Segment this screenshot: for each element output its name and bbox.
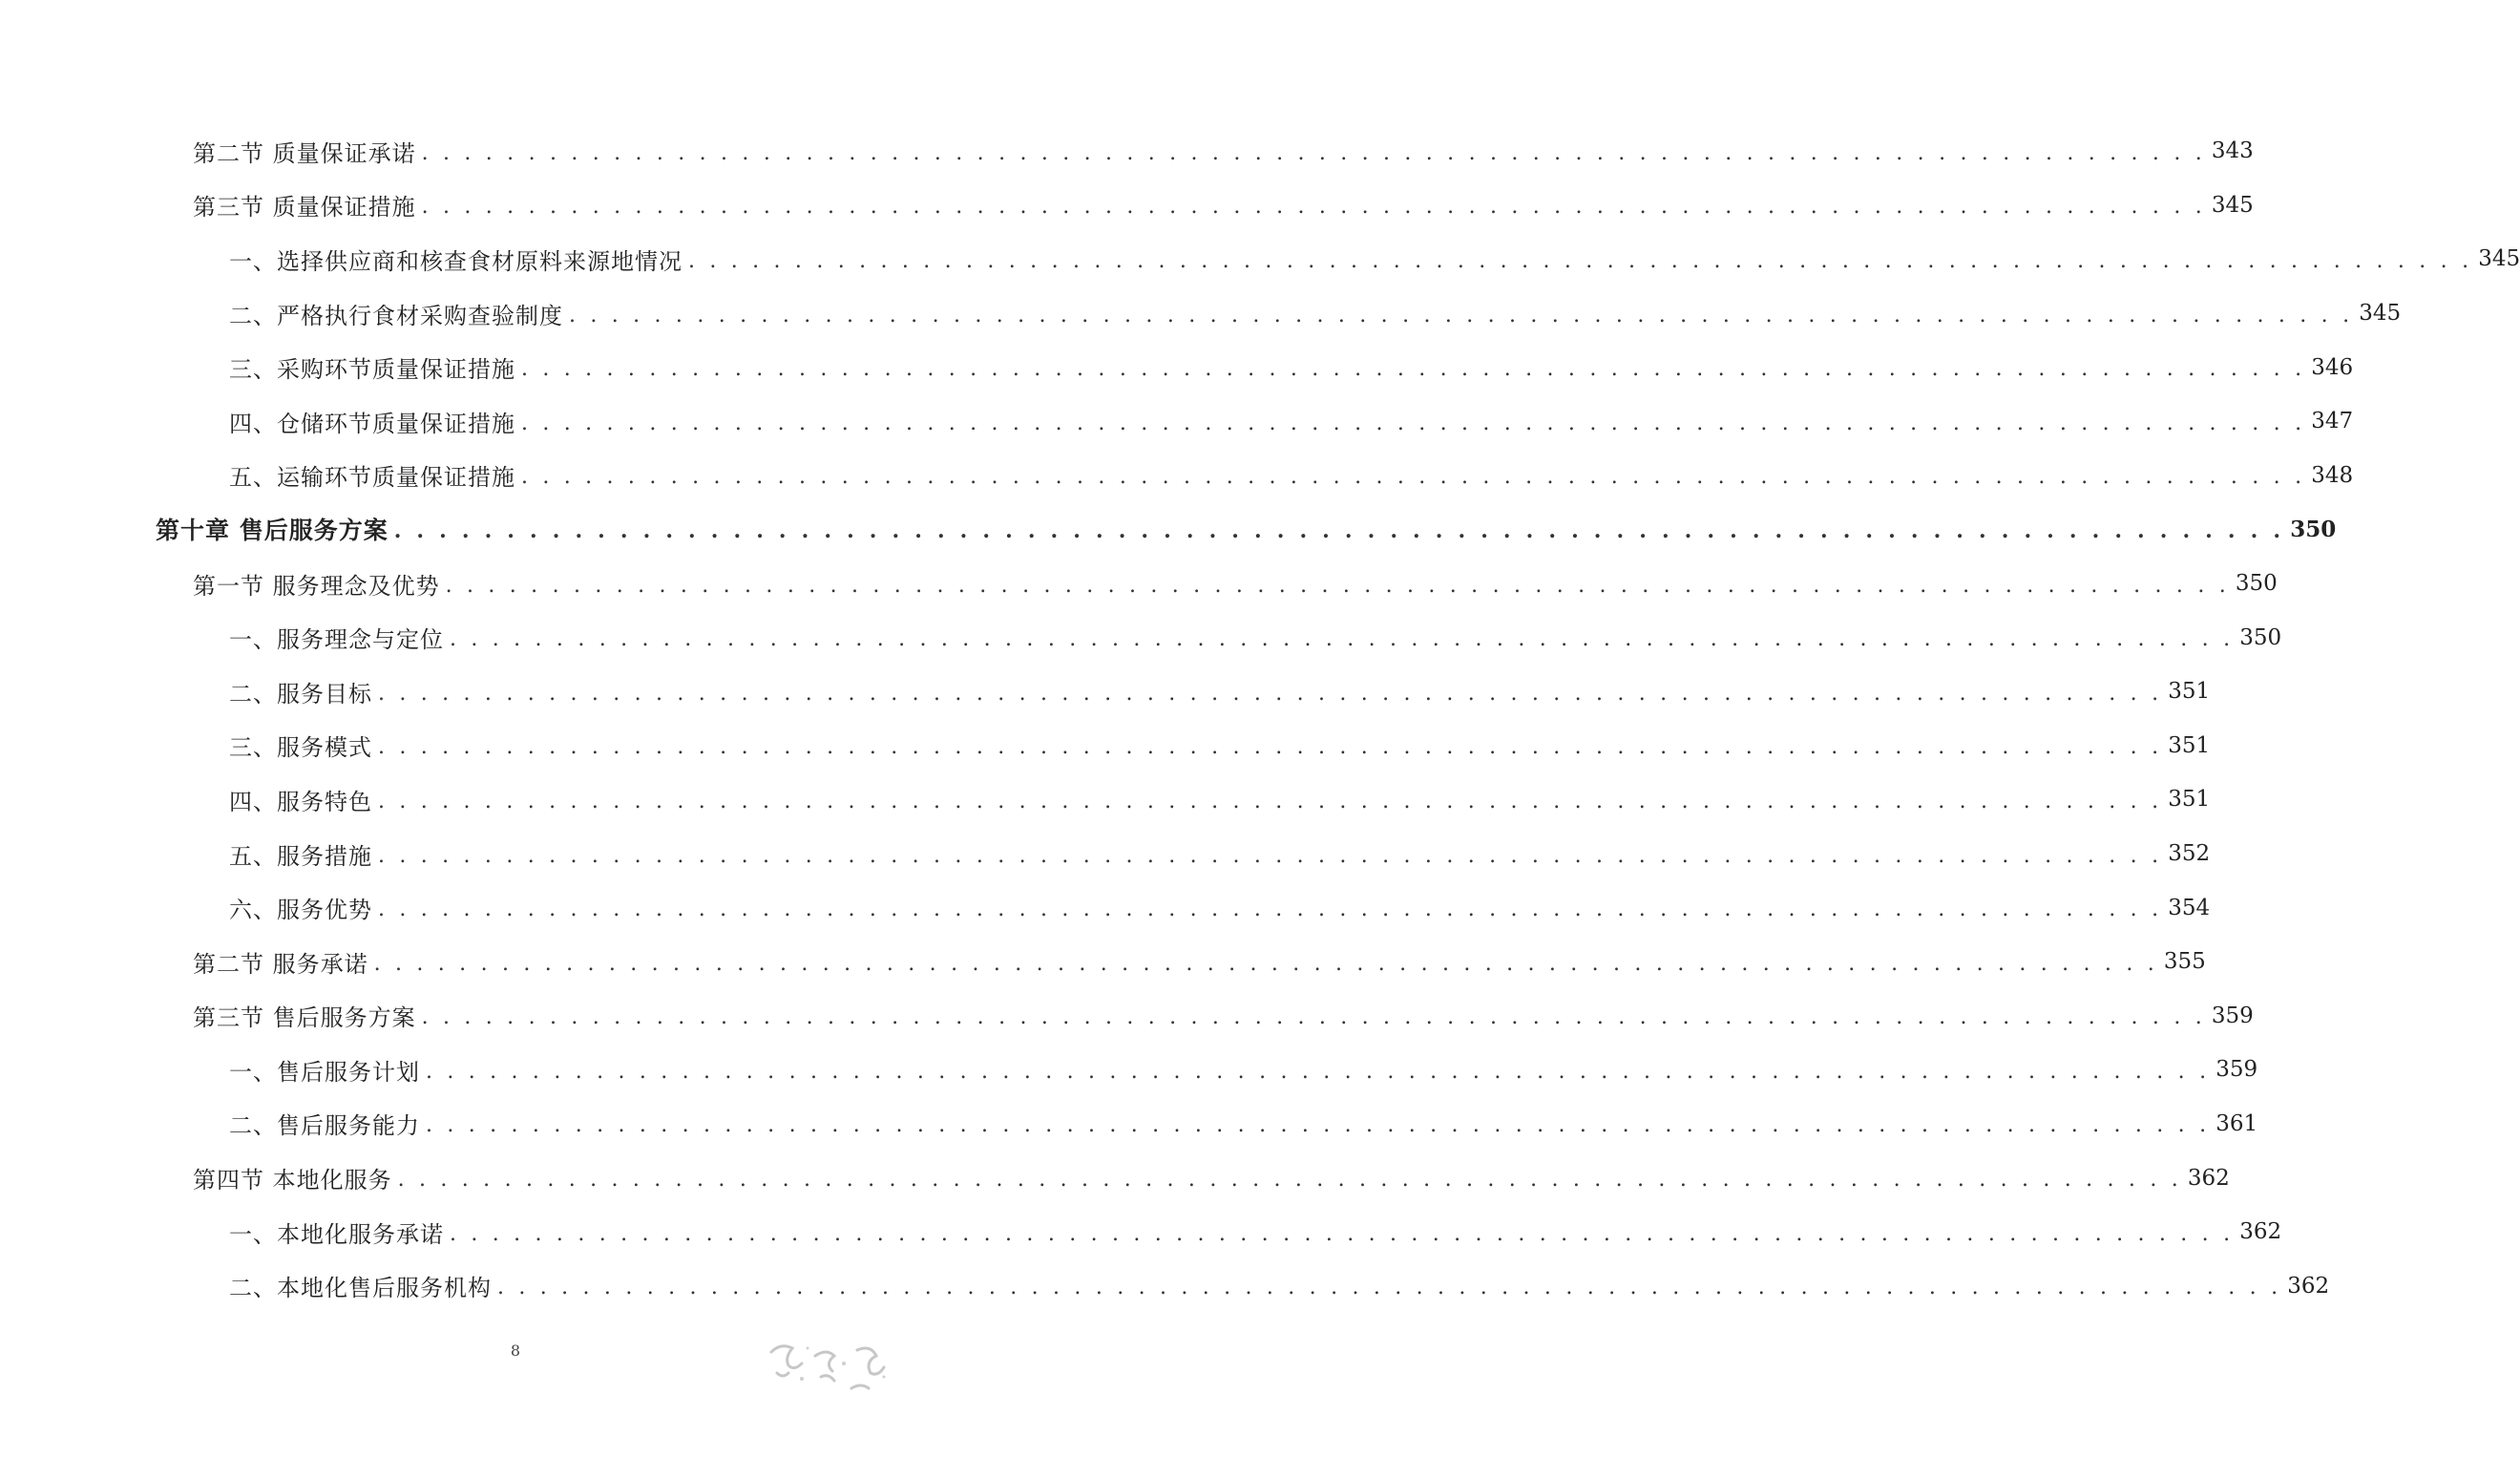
toc-entry[interactable] — [0, 557, 2278, 611]
toc-entry[interactable] — [0, 394, 2354, 449]
toc-entry-title: 一、售后服务计划 — [229, 1053, 426, 1087]
toc-entry-title: 二、服务目标 — [229, 675, 378, 708]
toc-leader-dots: . . . . . . . . . . . . . . . . . . . . . . . . . . . . . . . . . . . . . . . . . . . . . . . . . . . . . . . . . . . . . . . . . . . . . . . . . . . . . . . . . . . . — [397, 1168, 2182, 1193]
toc-entry-title: 第三节 质量保证措施 — [193, 188, 422, 222]
toc-leader-dots: . . . . . . . . . . . . . . . . . . . . . . . . . . . . . . . . . . . . . . . . . . . . . . . . . . . . . . . . . . . . . . . . . . . . . . . . . . . . . . . . . . . . — [521, 411, 2306, 435]
toc-entry[interactable] — [0, 665, 2211, 719]
toc-leader-dots: . . . . . . . . . . . . . . . . . . . . . . . . . . . . . . . . . . . . . . . . . . . . . . . . . . . . . . . . . . . . . . . . . . . . . . . . . . . . . . . . . . . . — [426, 1113, 2211, 1138]
toc-leader-dots: . . . . . . . . . . . . . . . . . . . . . . . . . . . . . . . . . . . . . . . . . . . . . . . . . . . . . . . . . . . . . . . . . . . . . . . . . . . . . . . . . . . . — [373, 951, 2158, 976]
toc-entry[interactable] — [0, 1258, 2330, 1313]
toc-entry-page: 362 — [2239, 1219, 2282, 1245]
toc-chapter-page: 350 — [2290, 516, 2337, 542]
toc-leader-dots: . . . . . . . . . . . . . . . . . . . . . . . . . . . . . . . . . . . . . . . . . . . . . . . . . . . . . . . . . . . . . . . . . . . . . . . . . . . . . . . . . . . . — [521, 465, 2306, 490]
toc-entry-title: 第二节 服务承诺 — [193, 945, 374, 979]
toc-entry-title: 一、本地化服务承诺 — [229, 1215, 450, 1249]
toc-chapter-title: 第十章 售后服务方案 — [156, 512, 394, 546]
toc-entry[interactable] — [0, 124, 2254, 179]
toc-entry[interactable] — [0, 827, 2211, 881]
toc-leader-dots: . . . . . . . . . . . . . . . . . . . . . . . . . . . . . . . . . . . . . . . . . . . . . . . . . . . . . . . . . . . . . . . . . . . . . . . . . . . . . . . . . . . . — [393, 518, 2285, 544]
toc-entry[interactable] — [0, 340, 2354, 394]
toc-entry-page: 351 — [2168, 787, 2211, 813]
toc-leader-dots: . . . . . . . . . . . . . . . . . . . . . . . . . . . . . . . . . . . . . . . . . . . . . . . . . . . . . . . . . . . . . . . . . . . . . . . . . . . . . . . . . . . . — [378, 735, 2163, 760]
toc-entry-page: 359 — [2211, 1003, 2254, 1028]
toc-leader-dots: . . . . . . . . . . . . . . . . . . . . . . . . . . . . . . . . . . . . . . . . . . . . . . . . . . . . . . . . . . . . . . . . . . . . . . . . . . . . . . . . . . . . — [421, 195, 2206, 220]
toc-leader-dots: . . . . . . . . . . . . . . . . . . . . . . . . . . . . . . . . . . . . . . . . . . . . . . . . . . . . . . . . . . . . . . . . . . . . . . . . . . . . . . . . . . . . — [445, 573, 2230, 598]
toc-leader-dots: . . . . . . . . . . . . . . . . . . . . . . . . . . . . . . . . . . . . . . . . . . . . . . . . . . . . . . . . . . . . . . . . . . . . . . . . . . . . . . . . . . . . — [426, 1059, 2211, 1084]
toc-leader-dots: . . . . . . . . . . . . . . . . . . . . . . . . . . . . . . . . . . . . . . . . . . . . . . . . . . . . . . . . . . . . . . . . . . . . . . . . . . . . . . . . . . . . — [421, 140, 2206, 165]
toc-leader-dots: . . . . . . . . . . . . . . . . . . . . . . . . . . . . . . . . . . . . . . . . . . . . . . . . . . . . . . . . . . . . . . . . . . . . . . . . . . . . . . . . . . . . — [378, 898, 2163, 922]
toc-entry-page: 351 — [2168, 732, 2211, 758]
toc-entry-title: 第三节 售后服务方案 — [193, 999, 422, 1032]
toc-entry-title: 四、服务特色 — [229, 783, 378, 816]
toc-chapter-entry[interactable] — [0, 502, 2337, 557]
toc-leader-dots: . . . . . . . . . . . . . . . . . . . . . . . . . . . . . . . . . . . . . . . . . . . . . . . . . . . . . . . . . . . . . . . . . . . . . . . . . . . . . . . . . . . . — [497, 1276, 2282, 1300]
toc-entry-title: 第四节 本地化服务 — [193, 1161, 398, 1194]
toc-leader-dots: . . . . . . . . . . . . . . . . . . . . . . . . . . . . . . . . . . . . . . . . . . . . . . . . . . . . . . . . . . . . . . . . . . . . . . . . . . . . . . . . . . . . — [450, 1221, 2235, 1246]
toc-entry-title: 一、服务理念与定位 — [229, 621, 450, 654]
toc-entry[interactable] — [0, 449, 2354, 503]
toc-entry[interactable] — [0, 880, 2211, 935]
faded-stamp-icon — [764, 1335, 897, 1394]
toc-entry-page: 343 — [2211, 138, 2254, 164]
toc-entry-page: 345 — [2478, 246, 2520, 272]
toc-entry-page: 355 — [2163, 949, 2206, 975]
toc-leader-dots: . . . . . . . . . . . . . . . . . . . . . . . . . . . . . . . . . . . . . . . . . . . . . . . . . . . . . . . . . . . . . . . . . . . . . . . . . . . . . . . . . . . . — [450, 627, 2235, 652]
toc-entry[interactable] — [0, 935, 2206, 989]
page-number: 8 — [510, 1342, 521, 1360]
toc-entry-page: 345 — [2211, 192, 2254, 218]
toc-entry-page: 361 — [2216, 1110, 2258, 1136]
toc-entry-page: 351 — [2168, 679, 2211, 705]
toc-entry-title: 五、运输环节质量保证措施 — [229, 458, 521, 492]
toc-entry-title: 二、售后服务能力 — [229, 1107, 426, 1140]
toc-entry-page: 359 — [2216, 1057, 2258, 1083]
toc-entry-title: 二、严格执行食材采购查验制度 — [229, 297, 569, 330]
toc-entry-page: 346 — [2311, 354, 2354, 380]
toc-entry-page: 354 — [2168, 895, 2211, 920]
toc-entry-title: 四、仓储环节质量保证措施 — [229, 405, 521, 438]
toc-leader-dots: . . . . . . . . . . . . . . . . . . . . . . . . . . . . . . . . . . . . . . . . . . . . . . . . . . . . . . . . . . . . . . . . . . . . . . . . . . . . . . . . . . . . — [569, 303, 2354, 328]
toc-leader-dots: . . . . . . . . . . . . . . . . . . . . . . . . . . . . . . . . . . . . . . . . . . . . . . . . . . . . . . . . . . . . . . . . . . . . . . . . . . . . . . . . . . . . — [378, 789, 2163, 814]
toc-leader-dots: . . . . . . . . . . . . . . . . . . . . . . . . . . . . . . . . . . . . . . . . . . . . . . . . . . . . . . . . . . . . . . . . . . . . . . . . . . . . . . . . . . . . — [421, 1005, 2206, 1030]
toc-entry[interactable] — [0, 179, 2254, 233]
toc-leader-dots: . . . . . . . . . . . . . . . . . . . . . . . . . . . . . . . . . . . . . . . . . . . . . . . . . . . . . . . . . . . . . . . . . . . . . . . . . . . . . . . . . . . . — [521, 357, 2306, 382]
toc-entry-title: 六、服务优势 — [229, 891, 378, 924]
toc-entry-page: 362 — [2287, 1273, 2330, 1299]
table-of-contents — [0, 124, 2520, 1313]
toc-entry[interactable] — [0, 286, 2402, 341]
toc-entry[interactable] — [0, 1043, 2258, 1097]
toc-entry-title: 一、选择供应商和核查食材原料来源地情况 — [229, 243, 688, 276]
toc-entry[interactable] — [0, 772, 2211, 827]
toc-entry[interactable] — [0, 989, 2254, 1044]
toc-leader-dots: . . . . . . . . . . . . . . . . . . . . . . . . . . . . . . . . . . . . . . . . . . . . . . . . . . . . . . . . . . . . . . . . . . . . . . . . . . . . . . . . . . . . — [378, 843, 2163, 868]
toc-entry[interactable] — [0, 719, 2211, 773]
toc-entry[interactable] — [0, 1205, 2282, 1259]
toc-entry-title: 三、服务模式 — [229, 729, 378, 762]
toc-entry-title: 第一节 服务理念及优势 — [193, 567, 446, 601]
toc-entry-page: 345 — [2359, 301, 2402, 327]
toc-entry-page: 352 — [2168, 841, 2211, 867]
toc-entry-title: 三、采购环节质量保证措施 — [229, 350, 521, 384]
toc-entry[interactable] — [0, 1151, 2230, 1205]
toc-entry-page: 350 — [2239, 624, 2282, 650]
toc-entry-page: 362 — [2187, 1165, 2230, 1191]
toc-entry[interactable] — [0, 1097, 2258, 1152]
toc-entry-title: 五、服务措施 — [229, 837, 378, 871]
toc-leader-dots: . . . . . . . . . . . . . . . . . . . . . . . . . . . . . . . . . . . . . . . . . . . . . . . . . . . . . . . . . . . . . . . . . . . . . . . . . . . . . . . . . . . . — [688, 248, 2473, 273]
toc-entry-page: 350 — [2235, 571, 2278, 597]
toc-entry-title: 二、本地化售后服务机构 — [229, 1269, 497, 1302]
toc-entry-title: 第二节 质量保证承诺 — [193, 135, 422, 168]
toc-entry[interactable] — [0, 610, 2282, 665]
toc-entry-page: 347 — [2311, 409, 2354, 434]
toc-entry-page: 348 — [2311, 462, 2354, 488]
toc-entry[interactable] — [0, 232, 2520, 286]
toc-leader-dots: . . . . . . . . . . . . . . . . . . . . . . . . . . . . . . . . . . . . . . . . . . . . . . . . . . . . . . . . . . . . . . . . . . . . . . . . . . . . . . . . . . . . — [378, 681, 2163, 706]
